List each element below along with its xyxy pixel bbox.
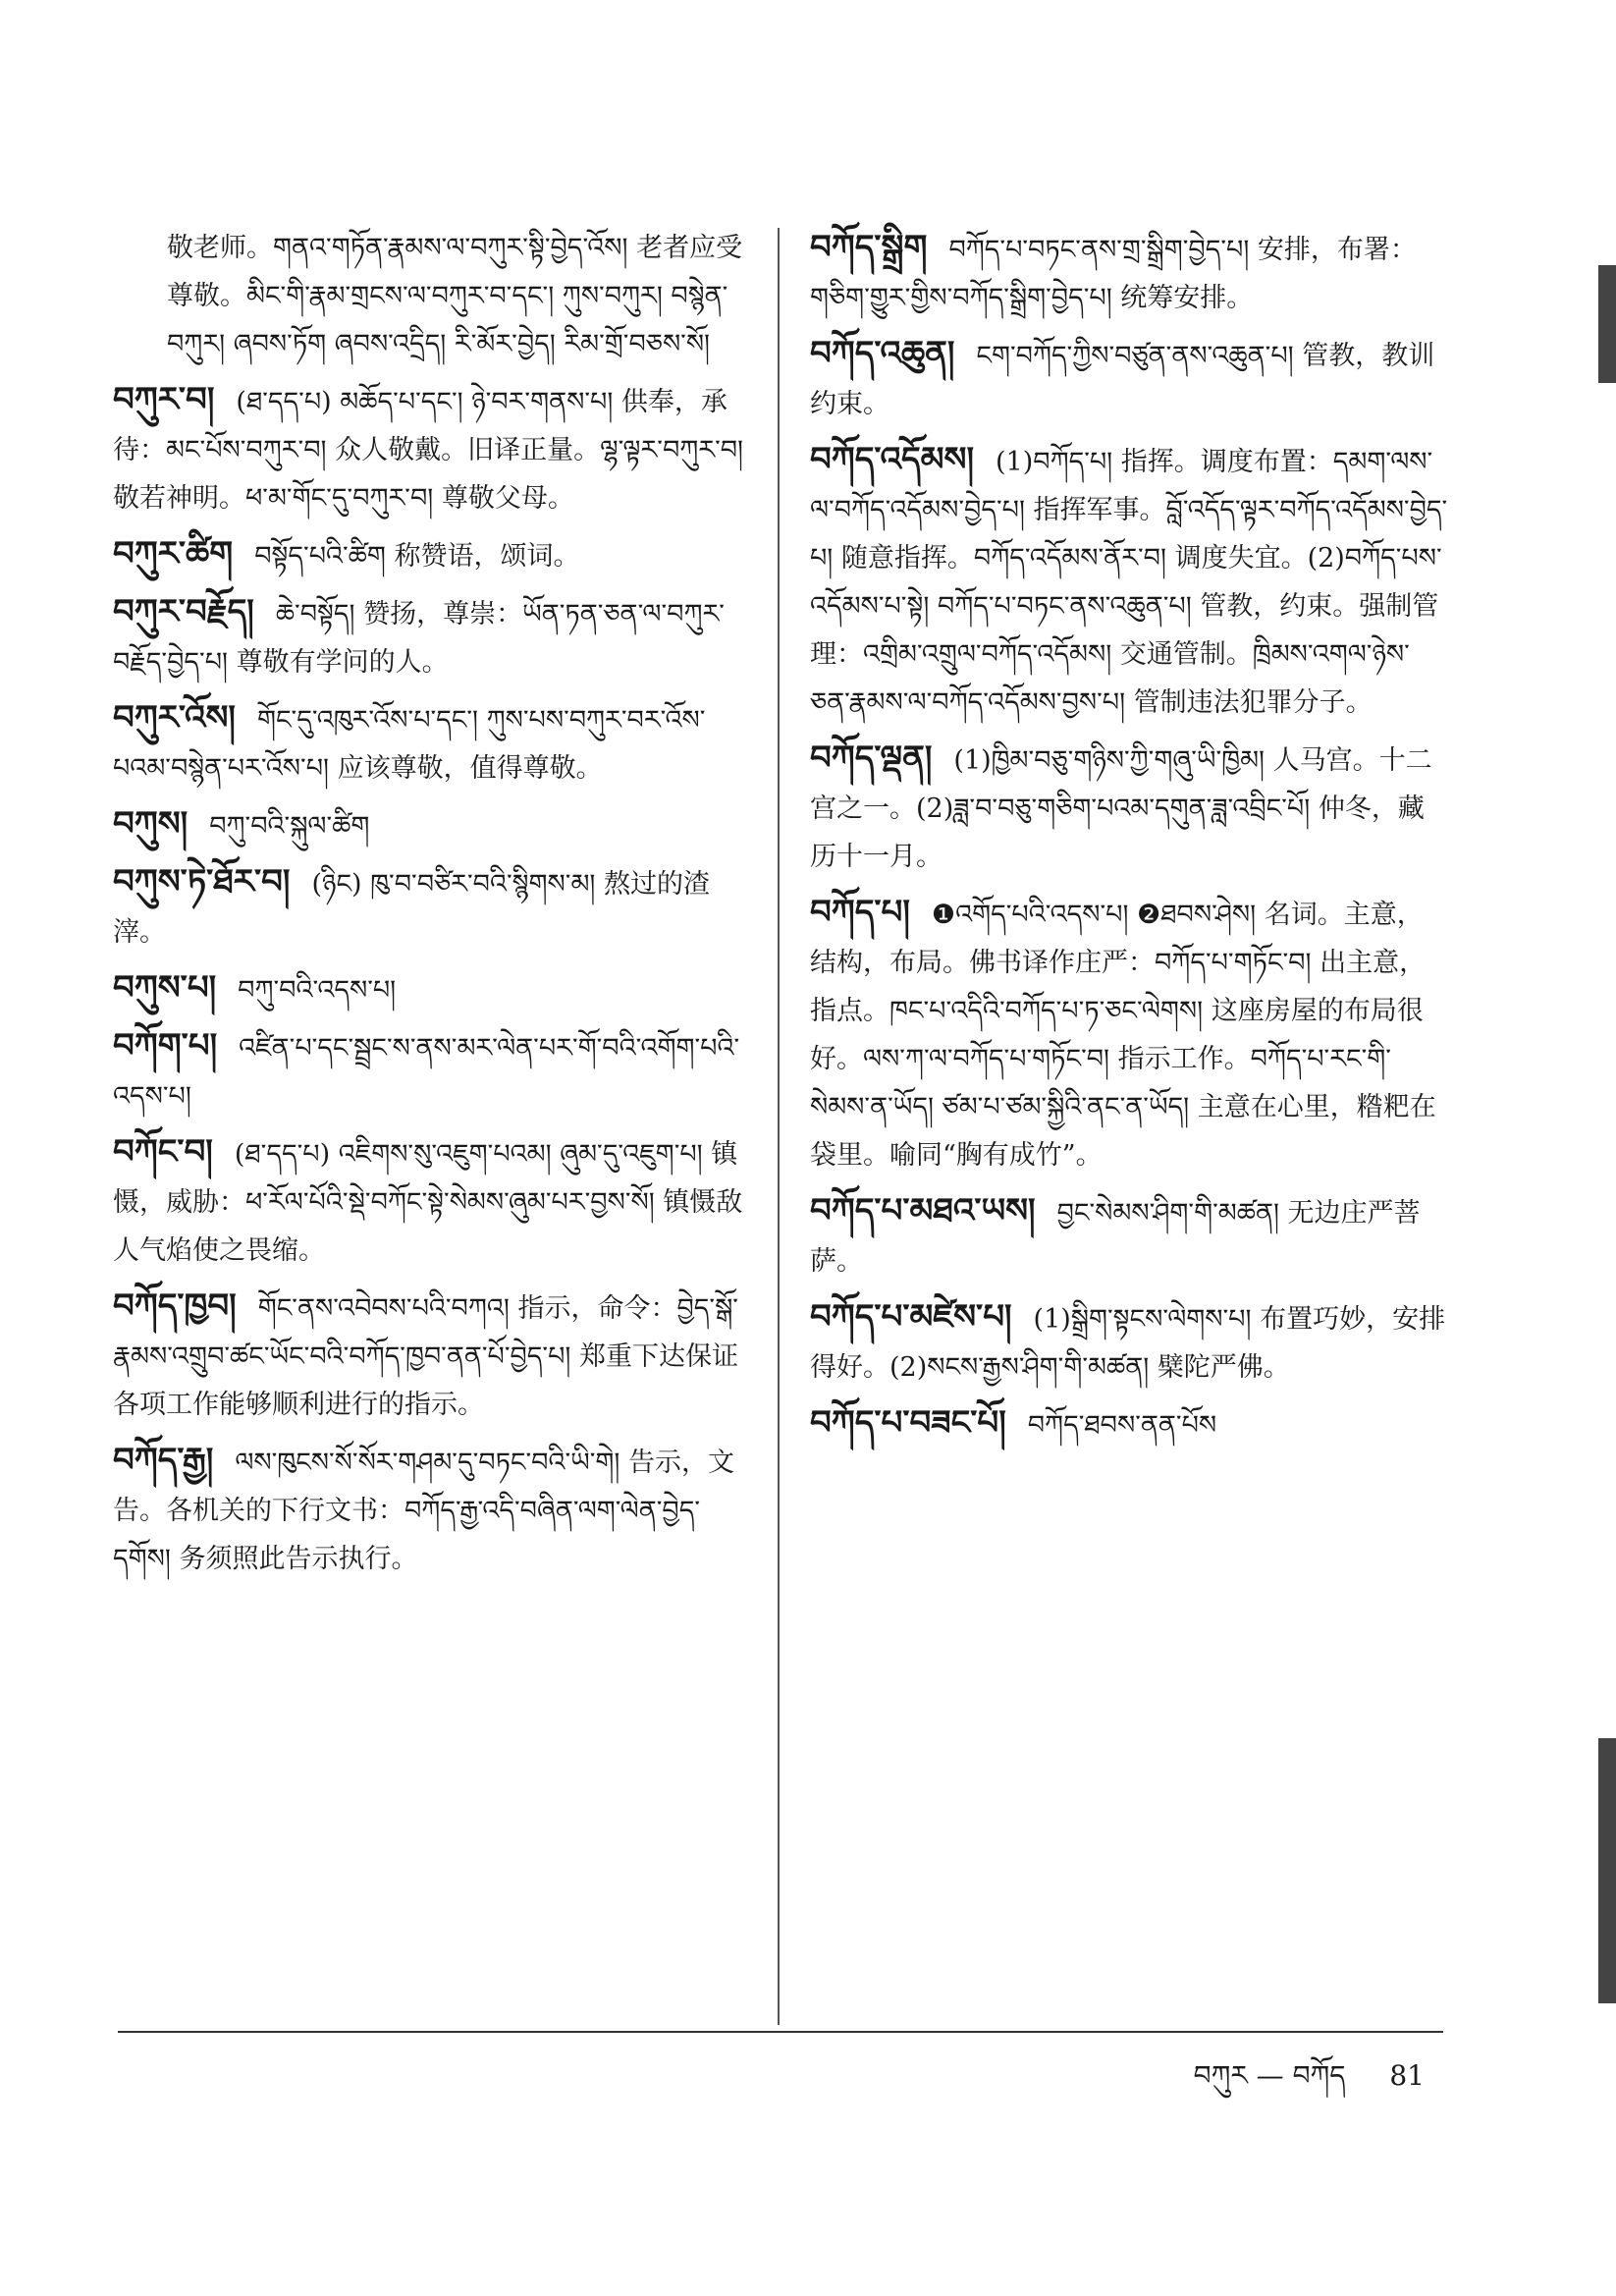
entry-definition: (1)སྒྲིག་སྟངས་ལེགས་པ། 布置巧妙，安排得好。(2)སངས་རྒྱས་ཤིག་གི་མཚན། 檗陀严佛。: [810, 1304, 1446, 1383]
footer-rule: [118, 2031, 1443, 2033]
scan-edge-mark: [1598, 265, 1616, 383]
entry-definition: (ཐ་དད་པ) མཆོད་པ་དང་། ཉེ་བར་གནས་པ། 供奉，承待：མང་པོས་བཀུར་བ། 众人敬戴。旧译正量。ལྷ་ལྟར་བཀུར་བ། 敬若神明。ཕ་མ་གོང་དུ་བཀུར་བ། 尊敬父母。: [113, 387, 744, 514]
dictionary-entry: [113, 1128, 756, 1275]
dictionary-entry: [810, 1293, 1448, 1392]
entry-definition: 敬老师。གནའ་གཏོན་རྣམས་ལ་བཀུར་སྟི་བྱེད་འོས། 老者应受尊敬。མིང་གི་རྣམ་གྲངས་ལ་བཀུར་བ་དང་། ཀུས་བཀུར། བསྙེན་བཀུར། ཞབས་ཏོག ཞབས་འདྲིད། རི་མོར་བྱེད། རིམ་གྲོ་བཅས་སོ།: [167, 233, 743, 359]
scan-edge-mark: [1598, 1738, 1616, 2003]
entry-headword: བཀོད་ལྡན།: [810, 738, 933, 778]
dictionary-entry: [113, 1283, 756, 1429]
column-divider: [778, 228, 780, 2025]
entry-definition: (1)བཀོད་པ། 指挥。调度布置：དམག་ལས་ལ་བཀོད་འདོམས་བྱེད་པ། 指挥军事。བློ་འདོད་ལྟར་བཀོད་འདོམས་བྱེད་པ། 随意指挥。བཀོད་འདོམས་ནོར་བ། 调度失宜。(2)བཀོད་པས་འདོམས་པ་སྟེ། བཀོད་པ་བཏང་ནས་འཆུན་པ། 管教，约束。强制管理：འགྲིམ་འགྲུལ་བཀོད་འདོམས། 交通管制。ཁྲིམས་འགལ་ཉེས་ཅན་རྣམས་ལ་བཀོད་འདོམས་བྱས་པ། 管制违法犯罪分子。: [810, 447, 1448, 718]
entry-definition: འཛིན་པ་དང་སྦྲང་ས་ནས་མར་ལེན་པར་གོ་བའི་འགོག་པའི་འདས་པ།: [113, 1033, 740, 1112]
dictionary-entry: [810, 1399, 1448, 1449]
page-footer: [1194, 2045, 1425, 2122]
dictionary-entry: [113, 224, 756, 368]
headword-range: བཀུར — བཀོད: [1193, 2059, 1346, 2092]
entry-headword: བཀོད་ཁྱབ།: [113, 1286, 237, 1326]
entry-headword: བཀུས།: [113, 804, 189, 844]
right-column: [810, 224, 1448, 2060]
dictionary-entry: [113, 376, 756, 522]
dictionary-entry: [810, 436, 1448, 727]
entry-headword: བཀོད་འཆུན།: [810, 334, 955, 373]
entry-headword: བཀོད་འདོམས།: [810, 440, 975, 479]
entry-headword: བཀུར་ཚིག: [113, 534, 234, 574]
entry-headword: བཀོད་པ་མཐའ་ཡས།: [810, 1191, 1036, 1230]
dictionary-entry: [113, 588, 756, 686]
entry-headword: བཀོད་རྒྱ།: [113, 1441, 214, 1480]
entry-headword: བཀུར་བརྗོད།: [113, 592, 254, 631]
entry-definition: བསྟོད་པའི་ཚིག 称赞语，颂词。: [254, 541, 580, 572]
entry-headword: བཀོག་པ།: [113, 1026, 218, 1066]
entry-headword: བཀུར་འོས།: [113, 698, 236, 738]
dictionary-entry: [113, 800, 756, 850]
dictionary-entry: [113, 694, 756, 793]
dictionary-entry: [810, 889, 1448, 1179]
dictionary-entry: [810, 1187, 1448, 1285]
entry-definition: ཆེ་བསྟོད། 赞扬，尊崇：ཡོན་ཏན་ཅན་ལ་བཀུར་བརྗོད་བྱེད་པ། 尊敬有学问的人。: [113, 599, 725, 678]
entry-definition: བཀུ་བའི་འདས་པ།: [238, 975, 397, 1006]
entry-definition: བྱང་སེམས་ཤིག་གི་མཚན། 无边庄严菩萨。: [810, 1198, 1421, 1277]
entry-definition: བཀོད་ཐབས་ནན་པོས: [1027, 1410, 1217, 1441]
entry-headword: བཀོད་པ་མཛེས་པ།: [810, 1297, 1012, 1337]
entry-definition: ❶འགོད་པའི་འདས་པ། ❷ཐབས་ཤེས། 名词。主意，结构，布局。佛书译作庄严：བཀོད་པ་གཏོང་བ། 出主意，指点。ཁང་པ་འདིའི་བཀོད་པ་ཏ་ཅང་ལེགས། 这座房屋的布局很好。ལས་ཀ་ལ་བཀོད་པ་གཏོང་བ། 指示工作。བཀོད་པ་རང་གི་སེམས་ན་ཡོད། ཙམ་པ་ཙམ་སྐྱིའི་ནང་ན་ཡོད། 主意在心里，糌粑在袋里。喻同“胸有成竹”。: [810, 900, 1436, 1171]
entry-definition: བཀུ་བའི་སྐུལ་ཚིག: [209, 811, 370, 842]
entry-definition: གོང་ནས་འབེབས་པའི་བཀའ། 指示，命令：བྱེད་སྒོ་རྣམས་འགྲུབ་ཚང་ཡོང་བའི་བཀོད་ཁྱབ་ནན་པོ་བྱེད་པ། 郑重下达保证各项工作能够顺利进行的指示。: [113, 1293, 738, 1420]
dictionary-entry: [113, 530, 756, 580]
dictionary-entry: [113, 964, 756, 1014]
entry-definition: (ཉིང) ཁུ་བ་བཙིར་བའི་སྙིགས་མ། 熬过的渣滓。: [113, 869, 710, 948]
dictionary-entry: [810, 224, 1448, 322]
entry-definition: བཀོད་པ་བཏང་ནས་གྲ་སྒྲིག་བྱེད་པ། 安排，布署：གཅིག་གྱུར་གྱིས་བཀོད་སྒྲིག་བྱེད་པ། 统筹安排。: [810, 235, 1417, 313]
page-number: 81: [1389, 2059, 1425, 2092]
entry-headword: བཀུས་ཏེ་ཐོར་བ།: [113, 862, 291, 902]
entry-headword: བཀོད་པ་བཟང་པོ།: [810, 1403, 1006, 1443]
entry-headword: བཀུར་བ།: [113, 380, 215, 419]
entry-headword: བཀོད་སྒྲིག: [810, 228, 928, 267]
dictionary-entry: [113, 858, 756, 957]
entry-headword: བཀུས་པ།: [113, 968, 217, 1008]
entry-definition: (1)ཁྱིམ་བཅུ་གཉིས་ཀྱི་གཞུ་ཡི་ཁྱིམ། 人马宫。十二宫之一。(2)ཟླ་བ་བཅུ་གཅིག་པའམ་དགུན་ཟླ་འབྲིང་པོ། 仲冬，藏历十一月。: [810, 745, 1432, 872]
entry-definition: (ཐ་དད་པ) འཇིགས་སུ་འཇུག་པའམ། ཞུམ་དུ་འཇུག་པ། 镇慑，威胁：ཕ་རོལ་པོའི་སྡེ་བཀོང་སྟེ་སེམས་ཞུམ་པར་བྱས་སོ། 镇慑敌人气焰使之畏缩。: [113, 1139, 743, 1266]
dictionary-entry: [113, 1437, 756, 1583]
entry-headword: བཀོང་བ།: [113, 1132, 213, 1172]
entry-definition: གོང་དུ་འཁུར་འོས་པ་དང་། ཀུས་པས་བཀུར་བར་འོས་པའམ་བསྙེན་པར་འོས་པ། 应该尊敬，值得尊敬。: [113, 705, 706, 784]
left-column: [113, 224, 756, 2060]
dictionary-entry: [810, 735, 1448, 881]
entry-definition: ལས་ཁུངས་སོ་སོར་གཤམ་དུ་བཏང་བའི་ཡི་གེ། 告示，文告。各机关的下行文书：བཀོད་རྒྱ་འདི་བཞིན་ལག་ལེན་བྱེད་དགོས། 务须照此告示执行。: [113, 1448, 734, 1574]
dictionary-entry: [810, 330, 1448, 428]
dictionary-entry: [113, 1022, 756, 1121]
entry-definition: ངག་བཀོད་ཀྱིས་བཙུན་ནས་འཆུན་པ། 管教，教训约束。: [810, 341, 1435, 419]
entry-headword: བཀོད་པ།: [810, 893, 910, 932]
